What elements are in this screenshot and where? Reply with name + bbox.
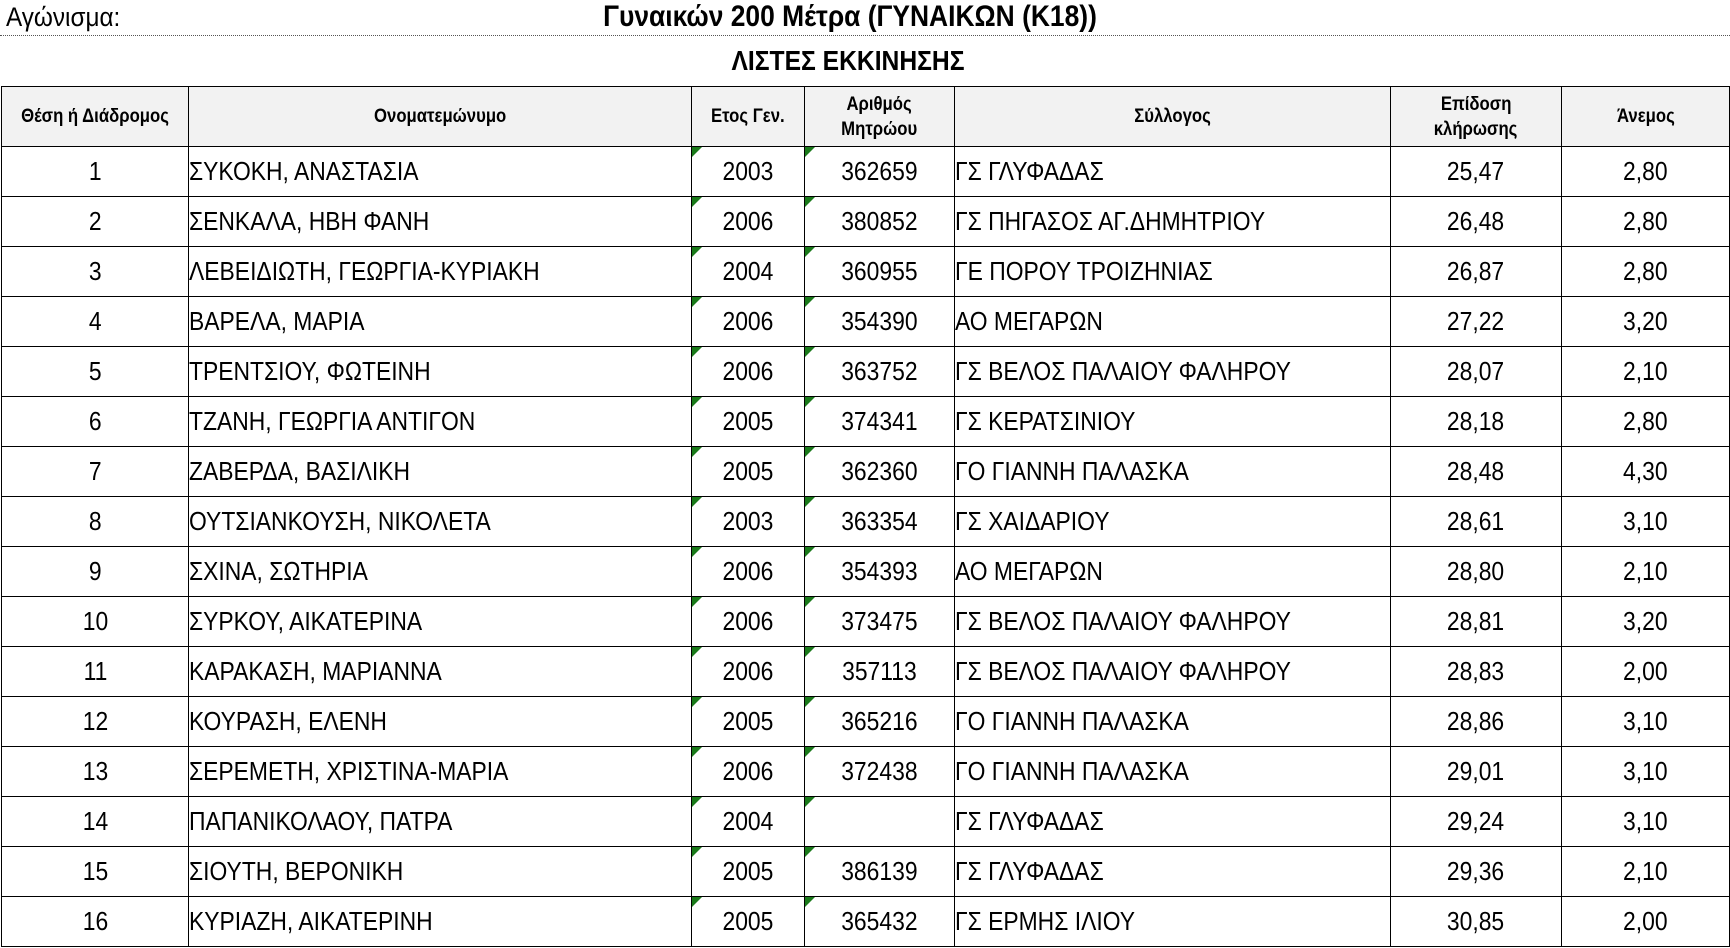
- table-row: [2, 397, 1730, 447]
- club-cell: ΑΟ ΜΕΓΑΡΩΝ: [955, 297, 1391, 347]
- club-cell: ΓΣ ΧΑΙΔΑΡΙΟΥ: [955, 497, 1391, 547]
- wind-cell: 2,10: [1562, 347, 1730, 397]
- name-cell: ΣΕΡΕΜΕΤΗ, ΧΡΙΣΤΙΝΑ-ΜΑΡΙΑ: [189, 747, 692, 797]
- position-cell: 13: [2, 747, 189, 797]
- position-cell: 14: [2, 797, 189, 847]
- position-cell: 1: [2, 147, 189, 197]
- table-row: [2, 647, 1730, 697]
- wind-cell: 3,10: [1562, 797, 1730, 847]
- seed-performance-cell: 28,61: [1391, 497, 1562, 547]
- registration-number-cell: 362360: [805, 447, 955, 497]
- club-cell: ΓΣ ΠΗΓΑΣΟΣ ΑΓ.ΔΗΜΗΤΡΙΟΥ: [955, 197, 1391, 247]
- col-header-name: Ονοματεμώνυμο: [189, 87, 692, 147]
- table-row: [2, 597, 1730, 647]
- club-cell: ΓΣ ΓΛΥΦΑΔΑΣ: [955, 797, 1391, 847]
- wind-cell: 2,10: [1562, 547, 1730, 597]
- birth-year-cell: 2003: [692, 147, 805, 197]
- name-cell: ΣΧΙΝΑ, ΣΩΤΗΡΙΑ: [189, 547, 692, 597]
- table-row: [2, 847, 1730, 897]
- birth-year-cell: 2006: [692, 547, 805, 597]
- position-cell: 10: [2, 597, 189, 647]
- club-cell: ΓΣ ΒΕΛΟΣ ΠΑΛΑΙΟΥ ΦΑΛΗΡΟΥ: [955, 597, 1391, 647]
- seed-performance-cell: 28,83: [1391, 647, 1562, 697]
- col-header-year: Ετος Γεν.: [692, 87, 805, 147]
- position-cell: 2: [2, 197, 189, 247]
- wind-cell: 3,20: [1562, 297, 1730, 347]
- divider: [0, 35, 1730, 36]
- club-cell: ΓΣ ΓΛΥΦΑΔΑΣ: [955, 847, 1391, 897]
- position-cell: 15: [2, 847, 189, 897]
- table-row: [2, 247, 1730, 297]
- registration-number-cell: 354390: [805, 297, 955, 347]
- start-list-table: [1, 86, 1730, 947]
- start-lists-title: ΛΙΣΤΕΣ ΕΚΚΙΝΗΣΗΣ: [731, 45, 965, 76]
- registration-number-cell: 354393: [805, 547, 955, 597]
- col-header-position: Θέση ή Διάδρομος: [2, 87, 189, 147]
- table-row: [2, 697, 1730, 747]
- club-cell: ΓΣ ΒΕΛΟΣ ΠΑΛΑΙΟΥ ΦΑΛΗΡΟΥ: [955, 347, 1391, 397]
- registration-number-cell: 386139: [805, 847, 955, 897]
- seed-performance-cell: 26,87: [1391, 247, 1562, 297]
- table-row: [2, 147, 1730, 197]
- table-row: [2, 797, 1730, 847]
- position-cell: 5: [2, 347, 189, 397]
- club-cell: ΓΣ ΓΛΥΦΑΔΑΣ: [955, 147, 1391, 197]
- club-cell: ΑΟ ΜΕΓΑΡΩΝ: [955, 547, 1391, 597]
- wind-cell: 2,80: [1562, 397, 1730, 447]
- wind-cell: 2,80: [1562, 197, 1730, 247]
- seed-performance-cell: 28,48: [1391, 447, 1562, 497]
- birth-year-cell: 2006: [692, 297, 805, 347]
- registration-number-cell: 372438: [805, 747, 955, 797]
- club-cell: ΓΣ ΚΕΡΑΤΣΙΝΙΟΥ: [955, 397, 1391, 447]
- seed-performance-cell: 27,22: [1391, 297, 1562, 347]
- birth-year-cell: 2005: [692, 847, 805, 897]
- table-row: [2, 897, 1730, 947]
- birth-year-cell: 2006: [692, 647, 805, 697]
- table-row: [2, 197, 1730, 247]
- birth-year-cell: 2004: [692, 247, 805, 297]
- wind-cell: 2,80: [1562, 247, 1730, 297]
- name-cell: ΚΥΡΙΑΖΗ, ΑΙΚΑΤΕΡΙΝΗ: [189, 897, 692, 947]
- wind-cell: 2,80: [1562, 147, 1730, 197]
- seed-performance-cell: 28,86: [1391, 697, 1562, 747]
- seed-performance-cell: 28,81: [1391, 597, 1562, 647]
- registration-number-cell: 363752: [805, 347, 955, 397]
- seed-performance-cell: 28,18: [1391, 397, 1562, 447]
- name-cell: ΤΡΕΝΤΣΙΟΥ, ΦΩΤΕΙΝΗ: [189, 347, 692, 397]
- registration-number-cell: 357113: [805, 647, 955, 697]
- name-cell: ΚΟΥΡΑΣΗ, ΕΛΕΝΗ: [189, 697, 692, 747]
- registration-number-cell: 365216: [805, 697, 955, 747]
- name-cell: ΒΑΡΕΛΑ, ΜΑΡΙΑ: [189, 297, 692, 347]
- registration-number-cell: 362659: [805, 147, 955, 197]
- name-cell: ΟΥΤΣΙΑΝΚΟΥΣΗ, ΝΙΚΟΛΕΤΑ: [189, 497, 692, 547]
- registration-number-cell: 374341: [805, 397, 955, 447]
- seed-performance-cell: 28,80: [1391, 547, 1562, 597]
- table-row: [2, 747, 1730, 797]
- name-cell: ΣΕΝΚΑΛΑ, ΗΒΗ ΦΑΝΗ: [189, 197, 692, 247]
- club-cell: ΓΣ ΕΡΜΗΣ ΙΛΙΟΥ: [955, 897, 1391, 947]
- table-row: [2, 347, 1730, 397]
- col-header-registration: Αριθμός Μητρώου: [805, 87, 955, 147]
- event-header: [0, 0, 1730, 34]
- name-cell: ΤΖΑΝΗ, ΓΕΩΡΓΙΑ ΑΝΤΙΓΟΝ: [189, 397, 692, 447]
- col-header-performance: Επίδοση κλήρωσης: [1391, 87, 1562, 147]
- seed-performance-cell: 28,07: [1391, 347, 1562, 397]
- table-row: [2, 547, 1730, 597]
- birth-year-cell: 2006: [692, 197, 805, 247]
- birth-year-cell: 2004: [692, 797, 805, 847]
- position-cell: 7: [2, 447, 189, 497]
- registration-number-cell: 365432: [805, 897, 955, 947]
- wind-cell: 2,00: [1562, 897, 1730, 947]
- seed-performance-cell: 29,36: [1391, 847, 1562, 897]
- birth-year-cell: 2005: [692, 897, 805, 947]
- birth-year-cell: 2006: [692, 347, 805, 397]
- position-cell: 3: [2, 247, 189, 297]
- wind-cell: 2,00: [1562, 647, 1730, 697]
- birth-year-cell: 2003: [692, 497, 805, 547]
- wind-cell: 3,20: [1562, 597, 1730, 647]
- wind-cell: 3,10: [1562, 697, 1730, 747]
- wind-cell: 3,10: [1562, 747, 1730, 797]
- seed-performance-cell: 25,47: [1391, 147, 1562, 197]
- club-cell: ΓΟ ΓΙΑΝΝΗ ΠΑΛΑΣΚΑ: [955, 747, 1391, 797]
- table-row: [2, 497, 1730, 547]
- position-cell: 6: [2, 397, 189, 447]
- name-cell: ΚΑΡΑΚΑΣΗ, ΜΑΡΙΑΝΝΑ: [189, 647, 692, 697]
- wind-cell: 4,30: [1562, 447, 1730, 497]
- seed-performance-cell: 29,24: [1391, 797, 1562, 847]
- position-cell: 16: [2, 897, 189, 947]
- name-cell: ΛΕΒΕΙΔΙΩΤΗ, ΓΕΩΡΓΙΑ-ΚΥΡΙΑΚΗ: [189, 247, 692, 297]
- event-title: Γυναικών 200 Μέτρα (ΓΥΝΑΙΚΩΝ (Κ18)): [603, 0, 1097, 33]
- position-cell: 8: [2, 497, 189, 547]
- club-cell: ΓΣ ΒΕΛΟΣ ΠΑΛΑΙΟΥ ΦΑΛΗΡΟΥ: [955, 647, 1391, 697]
- position-cell: 11: [2, 647, 189, 697]
- event-label: Αγώνισμα:: [6, 2, 121, 32]
- birth-year-cell: 2006: [692, 747, 805, 797]
- position-cell: 12: [2, 697, 189, 747]
- wind-cell: 3,10: [1562, 497, 1730, 547]
- seed-performance-cell: 30,85: [1391, 897, 1562, 947]
- registration-number-cell: 380852: [805, 197, 955, 247]
- name-cell: ΠΑΠΑΝΙΚΟΛΑΟΥ, ΠΑΤΡΑ: [189, 797, 692, 847]
- birth-year-cell: 2005: [692, 697, 805, 747]
- birth-year-cell: 2005: [692, 397, 805, 447]
- name-cell: ΖΑΒΕΡΔΑ, ΒΑΣΙΛΙΚΗ: [189, 447, 692, 497]
- name-cell: ΣΙΟΥΤΗ, ΒΕΡΟΝΙΚΗ: [189, 847, 692, 897]
- club-cell: ΓΟ ΓΙΑΝΝΗ ΠΑΛΑΣΚΑ: [955, 447, 1391, 497]
- position-cell: 9: [2, 547, 189, 597]
- name-cell: ΣΥΡΚΟΥ, ΑΙΚΑΤΕΡΙΝΑ: [189, 597, 692, 647]
- seed-performance-cell: 26,48: [1391, 197, 1562, 247]
- table-row: [2, 447, 1730, 497]
- registration-number-cell: 363354: [805, 497, 955, 547]
- registration-number-cell: 360955: [805, 247, 955, 297]
- wind-cell: 2,10: [1562, 847, 1730, 897]
- birth-year-cell: 2005: [692, 447, 805, 497]
- club-cell: ΓΕ ΠΟΡΟΥ ΤΡΟΙΖΗΝΙΑΣ: [955, 247, 1391, 297]
- col-header-club: Σύλλογος: [955, 87, 1391, 147]
- birth-year-cell: 2006: [692, 597, 805, 647]
- registration-number-cell: [805, 797, 955, 847]
- table-header-row: [2, 87, 1730, 147]
- registration-number-cell: 373475: [805, 597, 955, 647]
- col-header-wind: Άνεμος: [1562, 87, 1730, 147]
- seed-performance-cell: 29,01: [1391, 747, 1562, 797]
- position-cell: 4: [2, 297, 189, 347]
- table-row: [2, 297, 1730, 347]
- club-cell: ΓΟ ΓΙΑΝΝΗ ΠΑΛΑΣΚΑ: [955, 697, 1391, 747]
- name-cell: ΣΥΚΟΚΗ, ΑΝΑΣΤΑΣΙΑ: [189, 147, 692, 197]
